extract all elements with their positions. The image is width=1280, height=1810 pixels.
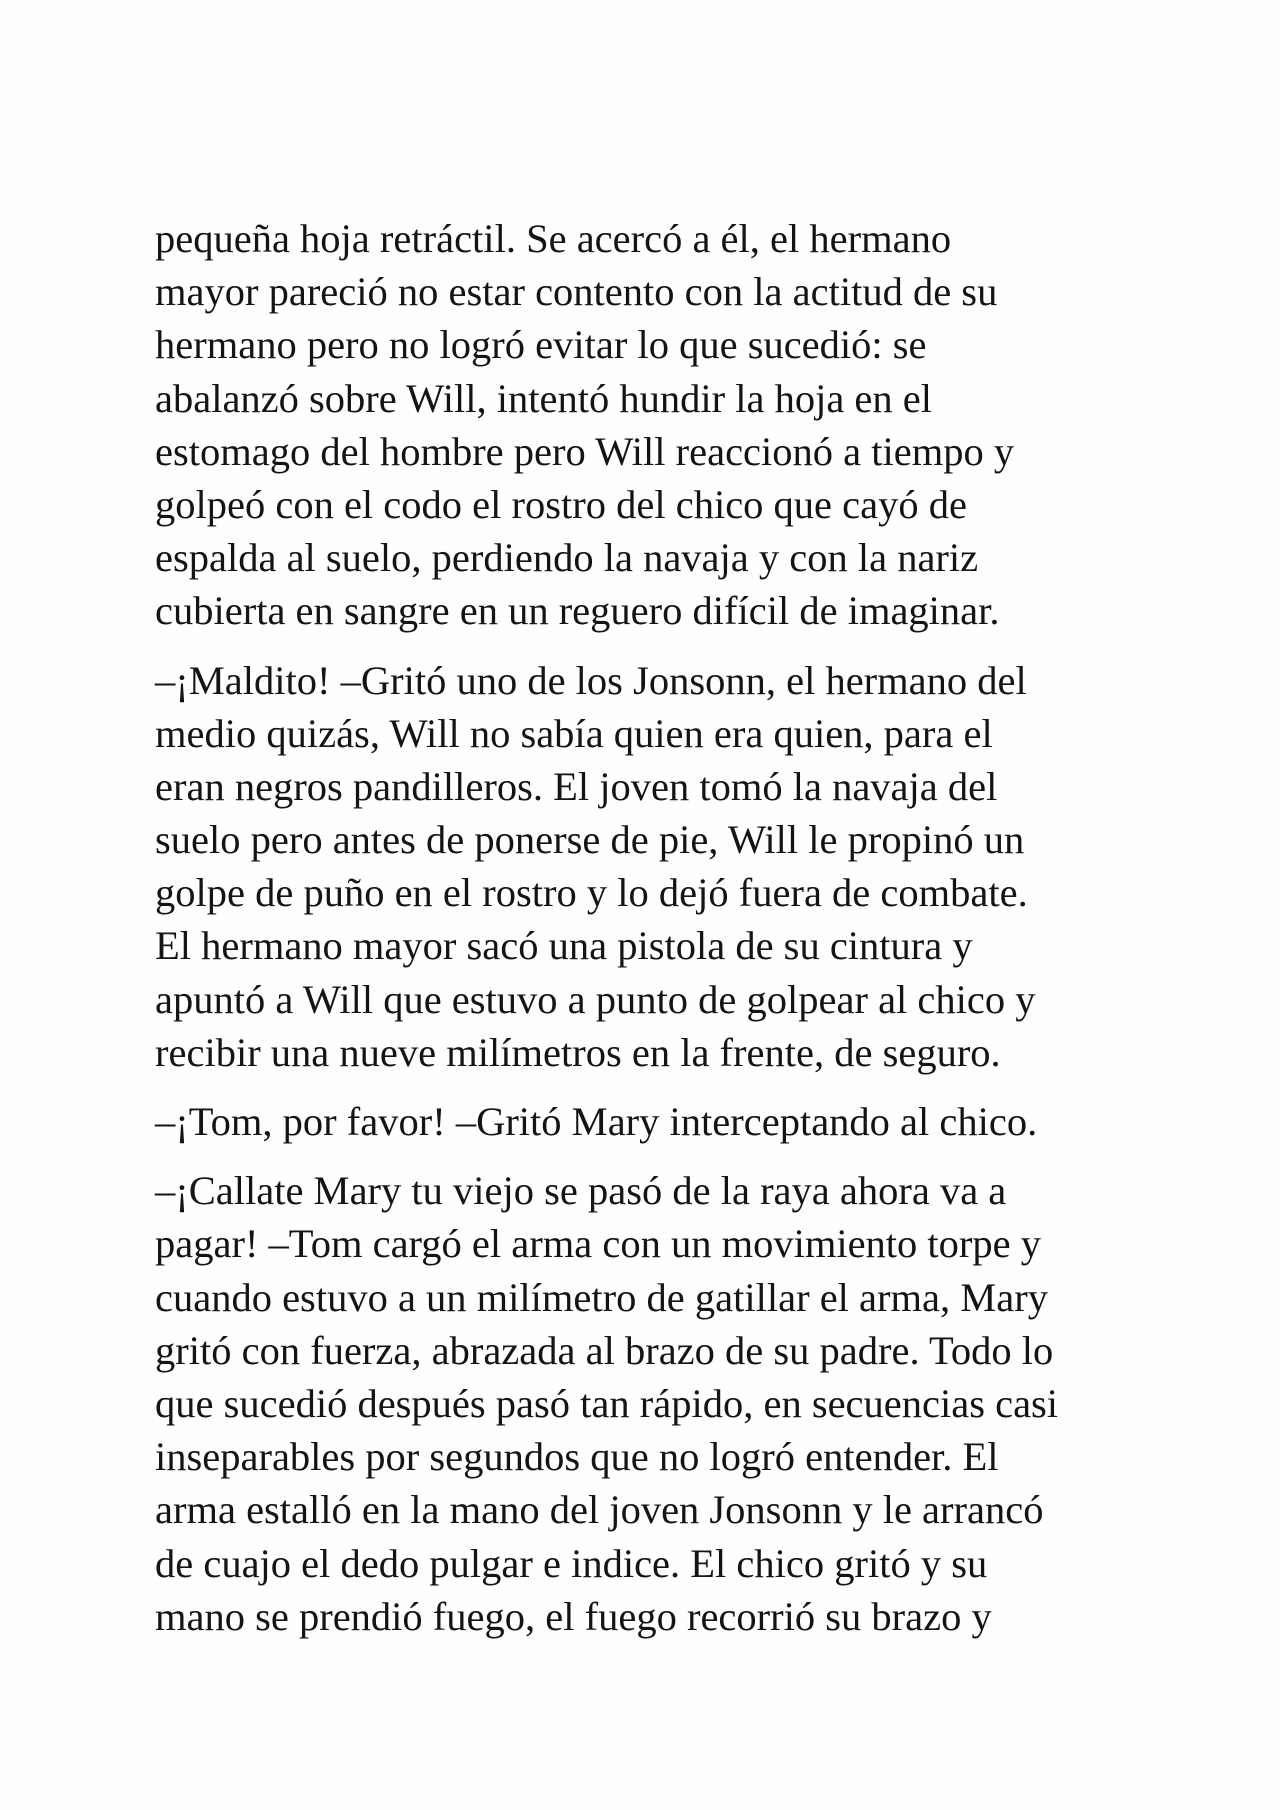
text-line: El hermano mayor sacó una pistola de su cintura y xyxy=(155,923,973,969)
text-line: recibir una nueve milímetros en la frente, de seguro. xyxy=(155,1029,1001,1075)
text-line: cubierta en sangre en un reguero difícil de imaginar. xyxy=(155,588,1000,634)
paragraph xyxy=(155,654,1155,1080)
text-line: –¡Maldito! –Gritó uno de los Jonsonn, el hermano del xyxy=(155,657,1027,703)
text-line: golpe de puño en el rostro y lo dejó fuera de combate. xyxy=(155,870,1028,916)
text-line: que sucedió después pasó tan rápido, en secuencias casi xyxy=(155,1380,1059,1426)
text-line: mayor pareció no estar contento con la actitud de su xyxy=(155,269,998,315)
text-line: abalanzó sobre Will, intentó hundir la hoja en el xyxy=(155,375,933,421)
body-text xyxy=(155,212,1155,1659)
text-line: arma estalló en la mano del joven Jonsonn y le arrancó xyxy=(155,1487,1044,1533)
text-line: suelo pero antes de ponerse de pie, Will le propinó un xyxy=(155,817,1025,863)
text-line: –¡Callate Mary tu viejo se pasó de la raya ahora va a xyxy=(155,1168,1007,1214)
text-line: gritó con fuerza, abrazada al brazo de su padre. Todo lo xyxy=(155,1327,1054,1373)
paragraph xyxy=(155,1095,1155,1148)
paragraph xyxy=(155,1164,1155,1643)
paragraph xyxy=(155,212,1155,638)
text-line: pequeña hoja retráctil. Se acercó a él, el hermano xyxy=(155,216,952,261)
text-line: espalda al suelo, perdiendo la navaja y con la nariz xyxy=(155,535,979,581)
text-line: mano se prendió fuego, el fuego recorrió su brazo y xyxy=(155,1593,992,1639)
text-line: cuando estuvo a un milímetro de gatillar el arma, Mary xyxy=(155,1274,1048,1320)
text-line: medio quizás, Will no sabía quien era quien, para el xyxy=(155,710,993,756)
text-line: inseparables por segundos que no logró entender. El xyxy=(155,1434,999,1480)
text-line: hermano pero no logró evitar lo que sucedió: se xyxy=(155,322,927,368)
text-line: pagar! –Tom cargó el arma con un movimiento torpe y xyxy=(155,1221,1042,1267)
text-line: –¡Tom, por favor! –Gritó Mary interceptando al chico. xyxy=(155,1099,1038,1144)
text-line: apuntó a Will que estuvo a punto de golpear al chico y xyxy=(155,976,1036,1022)
text-line: eran negros pandilleros. El joven tomó la navaja del xyxy=(155,763,998,809)
text-line: golpeó con el codo el rostro del chico que cayó de xyxy=(155,481,967,527)
text-line: estomago del hombre pero Will reaccionó a tiempo y xyxy=(155,428,1015,474)
text-line: de cuajo el dedo pulgar e indice. El chico gritó y su xyxy=(155,1540,988,1586)
